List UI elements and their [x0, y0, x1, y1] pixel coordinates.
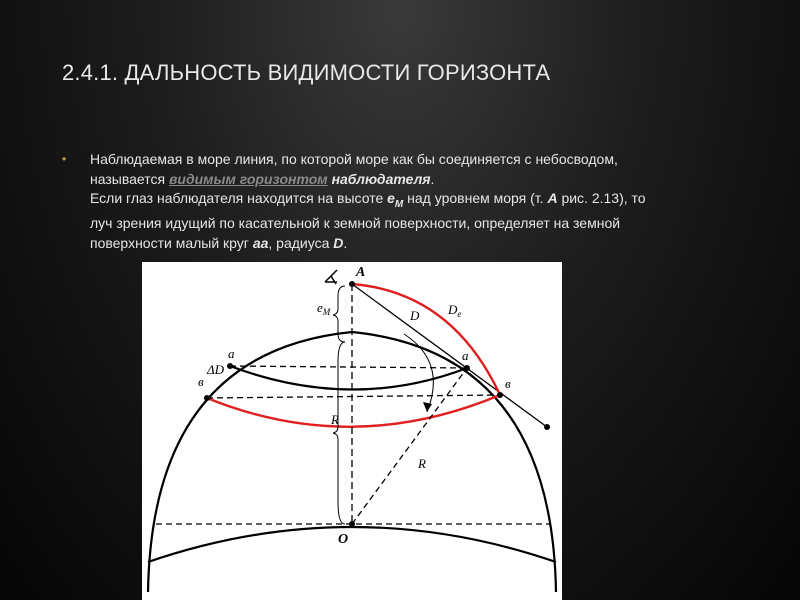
text-line-5-mid: , радиуса [268, 234, 334, 251]
label-delta-d: ΔD [207, 362, 225, 377]
label-point-v-right: в [505, 376, 511, 391]
label-center-o: O [338, 532, 349, 547]
radius-brace [333, 342, 345, 524]
eye-height-var: e [387, 190, 395, 206]
label-point-a: A [356, 265, 366, 280]
label-distance-d: D [410, 308, 420, 323]
point-a-dot [349, 281, 355, 287]
observer-eye-icon [325, 270, 337, 284]
sight-end-dot [544, 424, 550, 430]
point-a-ref: А [547, 190, 558, 206]
text-line-5-end: . [343, 234, 348, 251]
point-v-right-dot [497, 392, 503, 398]
point-v-left-dot [204, 395, 210, 401]
bullet-icon: • [62, 152, 67, 166]
text-line-5-prefix: поверхности малый круг [90, 234, 253, 251]
chord-vv [207, 395, 500, 398]
point-a-right-dot [464, 365, 470, 371]
label-radius-left: R [331, 412, 339, 427]
label-eye-height: $e_M$ [317, 300, 331, 317]
slide-title: 2.4.1. ДАЛЬНОСТЬ ВИДИМОСТИ ГОРИЗОНТА [62, 60, 551, 85]
label-distance-de: $D_e$ [448, 302, 462, 319]
text-period: . [430, 170, 435, 187]
observer-term: наблюдателя [331, 170, 431, 187]
small-circle-var: аа [252, 234, 269, 251]
paragraph [90, 150, 742, 253]
text-line-3-end: рис. 2.13), то [557, 190, 646, 206]
text-line-4: луч зрения идущий по касательной к земной поверхности, определяет на земной [90, 215, 621, 232]
visible-horizon-link[interactable]: видимым горизонтом [168, 170, 328, 187]
radius-d-var: D [333, 234, 344, 251]
label-point-a-left: a [228, 346, 235, 361]
earth-bottom-arc [148, 527, 556, 562]
text-line-1: Наблюдаемая в море линия, по которой море как бы соединяется с небосводом, [90, 151, 618, 167]
radius-line [352, 368, 467, 524]
eye-height-sub: M [394, 198, 404, 210]
text-line-3-prefix: Если глаз наблюдателя находится на высоте [90, 190, 388, 206]
point-a-left-dot [227, 363, 233, 369]
diagram-svg [142, 262, 562, 600]
arrow-head [423, 402, 432, 412]
body-text [62, 150, 742, 253]
center-o-dot [349, 521, 355, 527]
angle-arrow [404, 334, 433, 412]
label-point-a-right: a [462, 348, 469, 363]
text-line-3-mid: над уровнем моря (т. [403, 190, 548, 206]
horizon-diagram [142, 262, 562, 600]
label-point-v-left: в [198, 374, 204, 389]
label-radius-right: R [418, 456, 426, 471]
text-line-2-prefix: называется [90, 170, 169, 187]
small-circle-vv-arc [207, 395, 500, 427]
